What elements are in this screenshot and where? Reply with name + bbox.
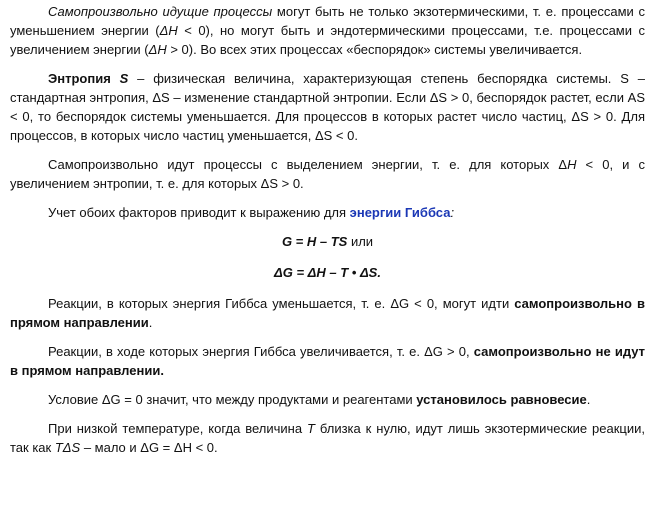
paragraph-gibbs-intro: Учет обоих факторов приводит к выражению для энергии Гиббса: (48, 205, 455, 220)
term-gibbs-energy: энергии Гиббса (349, 205, 451, 220)
formula-delta-gibbs: ΔG = ΔH – T • ΔS. (274, 265, 381, 280)
term-entropy: Энтропия (48, 71, 120, 86)
formula-gibbs: G = H – TS или (281, 234, 374, 249)
paragraph-low-temperature: При низкой температуре, когда величина T близка к нулю, идут лишь экзотермические реакции, так как TΔS – мало и ΔG = ΔH < 0. (10, 421, 646, 455)
term-spontaneous: Самопроизвольно идущие процессы (48, 4, 273, 19)
paragraph-entropy: Энтропия S – физическая величина, характеризующая степень беспорядка системы. S – стандартная энтропия, ΔS – изменение стандартной энтропии. Если ΔS > 0, беспорядок растет, если AS < 0, то беспорядок системы уменьшается. Для процессов в которых растет число частиц, ΔS > 0. Для процессов, в которых число частиц уменьшается, ΔS < 0. (10, 71, 646, 143)
paragraph-equilibrium: Условие ΔG = 0 значит, что между продуктами и реагентами установилось равновесие. (48, 392, 591, 407)
paragraph-negative-dg: Реакции, в которых энергия Гиббса уменьшается, т. е. ΔG < 0, могут идти самопроизвольно в прямом направлении. (10, 296, 646, 330)
paragraph-positive-dg: Реакции, в ходе которых энергия Гиббса увеличивается, т. е. ΔG > 0, самопроизвольно не идут в прямом направлении. (10, 344, 646, 378)
paragraph-conditions: Самопроизвольно идут процессы с выделением энергии, т. е. для которых ΔH < 0, и с увеличением энтропии, т. е. для которых ΔS > 0. (10, 157, 645, 191)
paragraph-spontaneous-processes: Самопроизвольно идущие процессы могут быть не только экзотермическими, т. е. процессами с уменьшением энергии (ΔH < 0), но могут быть и эндотермическими процессами, т.е. процессами с увеличением энергии (ΔH > 0). Во всех этих процессах «беспорядок» системы увеличивается. (10, 4, 645, 57)
